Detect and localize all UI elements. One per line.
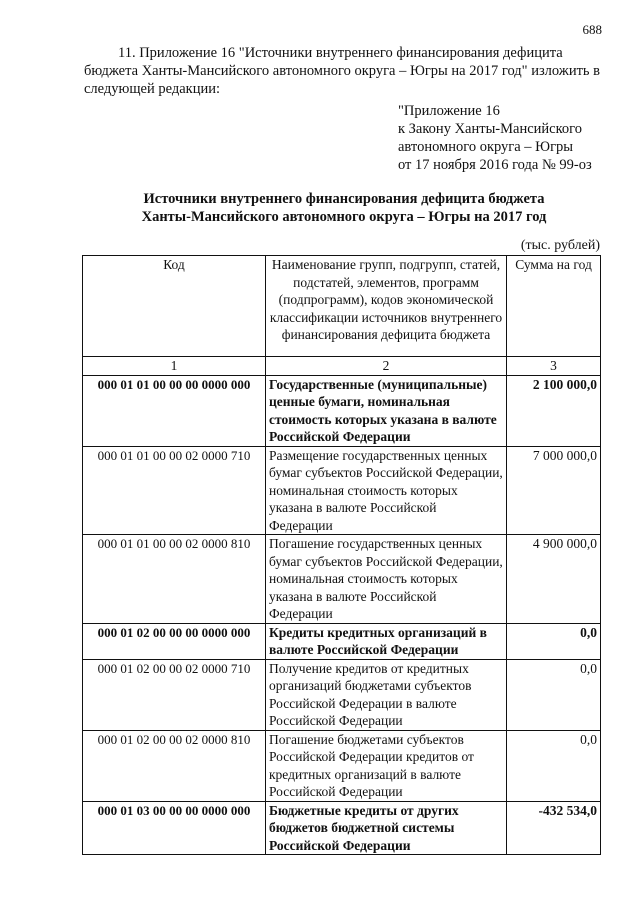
- table-row: [83, 801, 601, 855]
- row-amount: 0,0: [507, 659, 601, 730]
- financing-sources-table: [82, 255, 601, 855]
- header-amount: Сумма на год: [507, 256, 601, 357]
- title-line: Источники внутреннего финансирования дефицита бюджета: [143, 191, 545, 207]
- row-amount: 0,0: [507, 730, 601, 801]
- row-amount: -432 534,0: [507, 801, 601, 855]
- table-row: [83, 659, 601, 730]
- row-name: Государственные (муниципальные) ценные бумаги, номинальная стоимость которых указана в валюте Российской Федерации: [266, 375, 507, 446]
- column-number: 1: [83, 357, 266, 376]
- appendix-ref-line: от 17 ноября 2016 года № 99-оз: [398, 157, 592, 173]
- row-code: 000 01 01 00 00 02 0000 710: [83, 446, 266, 535]
- title-line: Ханты-Мансийского автономного округа – Югры на 2017 год: [141, 209, 547, 225]
- row-name: Бюджетные кредиты от других бюджетов бюджетной системы Российской Федерации: [266, 801, 507, 855]
- unit-label: (тыс. рублей): [520, 238, 600, 253]
- row-name: Кредиты кредитных организаций в валюте Российской Федерации: [266, 623, 507, 659]
- appendix-reference: [398, 102, 618, 174]
- row-code: 000 01 02 00 00 00 0000 000: [83, 623, 266, 659]
- intro-paragraph: [84, 44, 604, 98]
- appendix-ref-line: автономного округа – Югры: [398, 139, 574, 155]
- row-code: 000 01 03 00 00 00 0000 000: [83, 801, 266, 855]
- column-number: 2: [266, 357, 507, 376]
- table-row: [83, 730, 601, 801]
- intro-line: бюджета Ханты-Мансийского автономного округа – Югры на 2017 год" изложить в: [84, 63, 601, 79]
- row-name: Погашение государственных ценных бумаг субъектов Российской Федерации, номинальная стоимость которых указана в валюте Российской Федерации: [266, 535, 507, 624]
- table-row: [83, 623, 601, 659]
- row-name: Погашение бюджетами субъектов Российской Федерации кредитов от кредитных организаций в валюте Российской Федерации: [266, 730, 507, 801]
- row-amount: 7 000 000,0: [507, 446, 601, 535]
- page-number: 688: [582, 22, 602, 37]
- header-code: Код: [83, 256, 266, 357]
- intro-line: 11. Приложение 16 "Источники внутреннего финансирования дефицита: [118, 45, 563, 61]
- column-number: 3: [507, 357, 601, 376]
- row-amount: 0,0: [507, 623, 601, 659]
- row-amount: 2 100 000,0: [507, 375, 601, 446]
- row-code: 000 01 02 00 00 02 0000 810: [83, 730, 266, 801]
- row-code: 000 01 01 00 00 02 0000 810: [83, 535, 266, 624]
- appendix-ref-line: "Приложение 16: [398, 103, 500, 119]
- row-amount: 4 900 000,0: [507, 535, 601, 624]
- appendix-ref-line: к Закону Ханты-Мансийского: [398, 121, 583, 137]
- column-number-row: [83, 357, 601, 376]
- row-name: Размещение государственных ценных бумаг субъектов Российской Федерации, номинальная стоимость которых указана в валюте Российской Федерации: [266, 446, 507, 535]
- intro-line: следующей редакции:: [84, 81, 221, 97]
- row-code: 000 01 02 00 00 02 0000 710: [83, 659, 266, 730]
- table-header-row: [83, 256, 601, 357]
- table-row: [83, 535, 601, 624]
- row-code: 000 01 01 00 00 00 0000 000: [83, 375, 266, 446]
- table-row: [83, 446, 601, 535]
- row-name: Получение кредитов от кредитных организаций бюджетами субъектов Российской Федерации в валюте Российской Федерации: [266, 659, 507, 730]
- table-row: [83, 375, 601, 446]
- header-name: Наименование групп, подгрупп, статей, подстатей, элементов, программ (подпрограмм), кодов экономической классификации источников внутреннего финансирования дефицита бюджета: [266, 256, 507, 357]
- document-title: [84, 190, 604, 226]
